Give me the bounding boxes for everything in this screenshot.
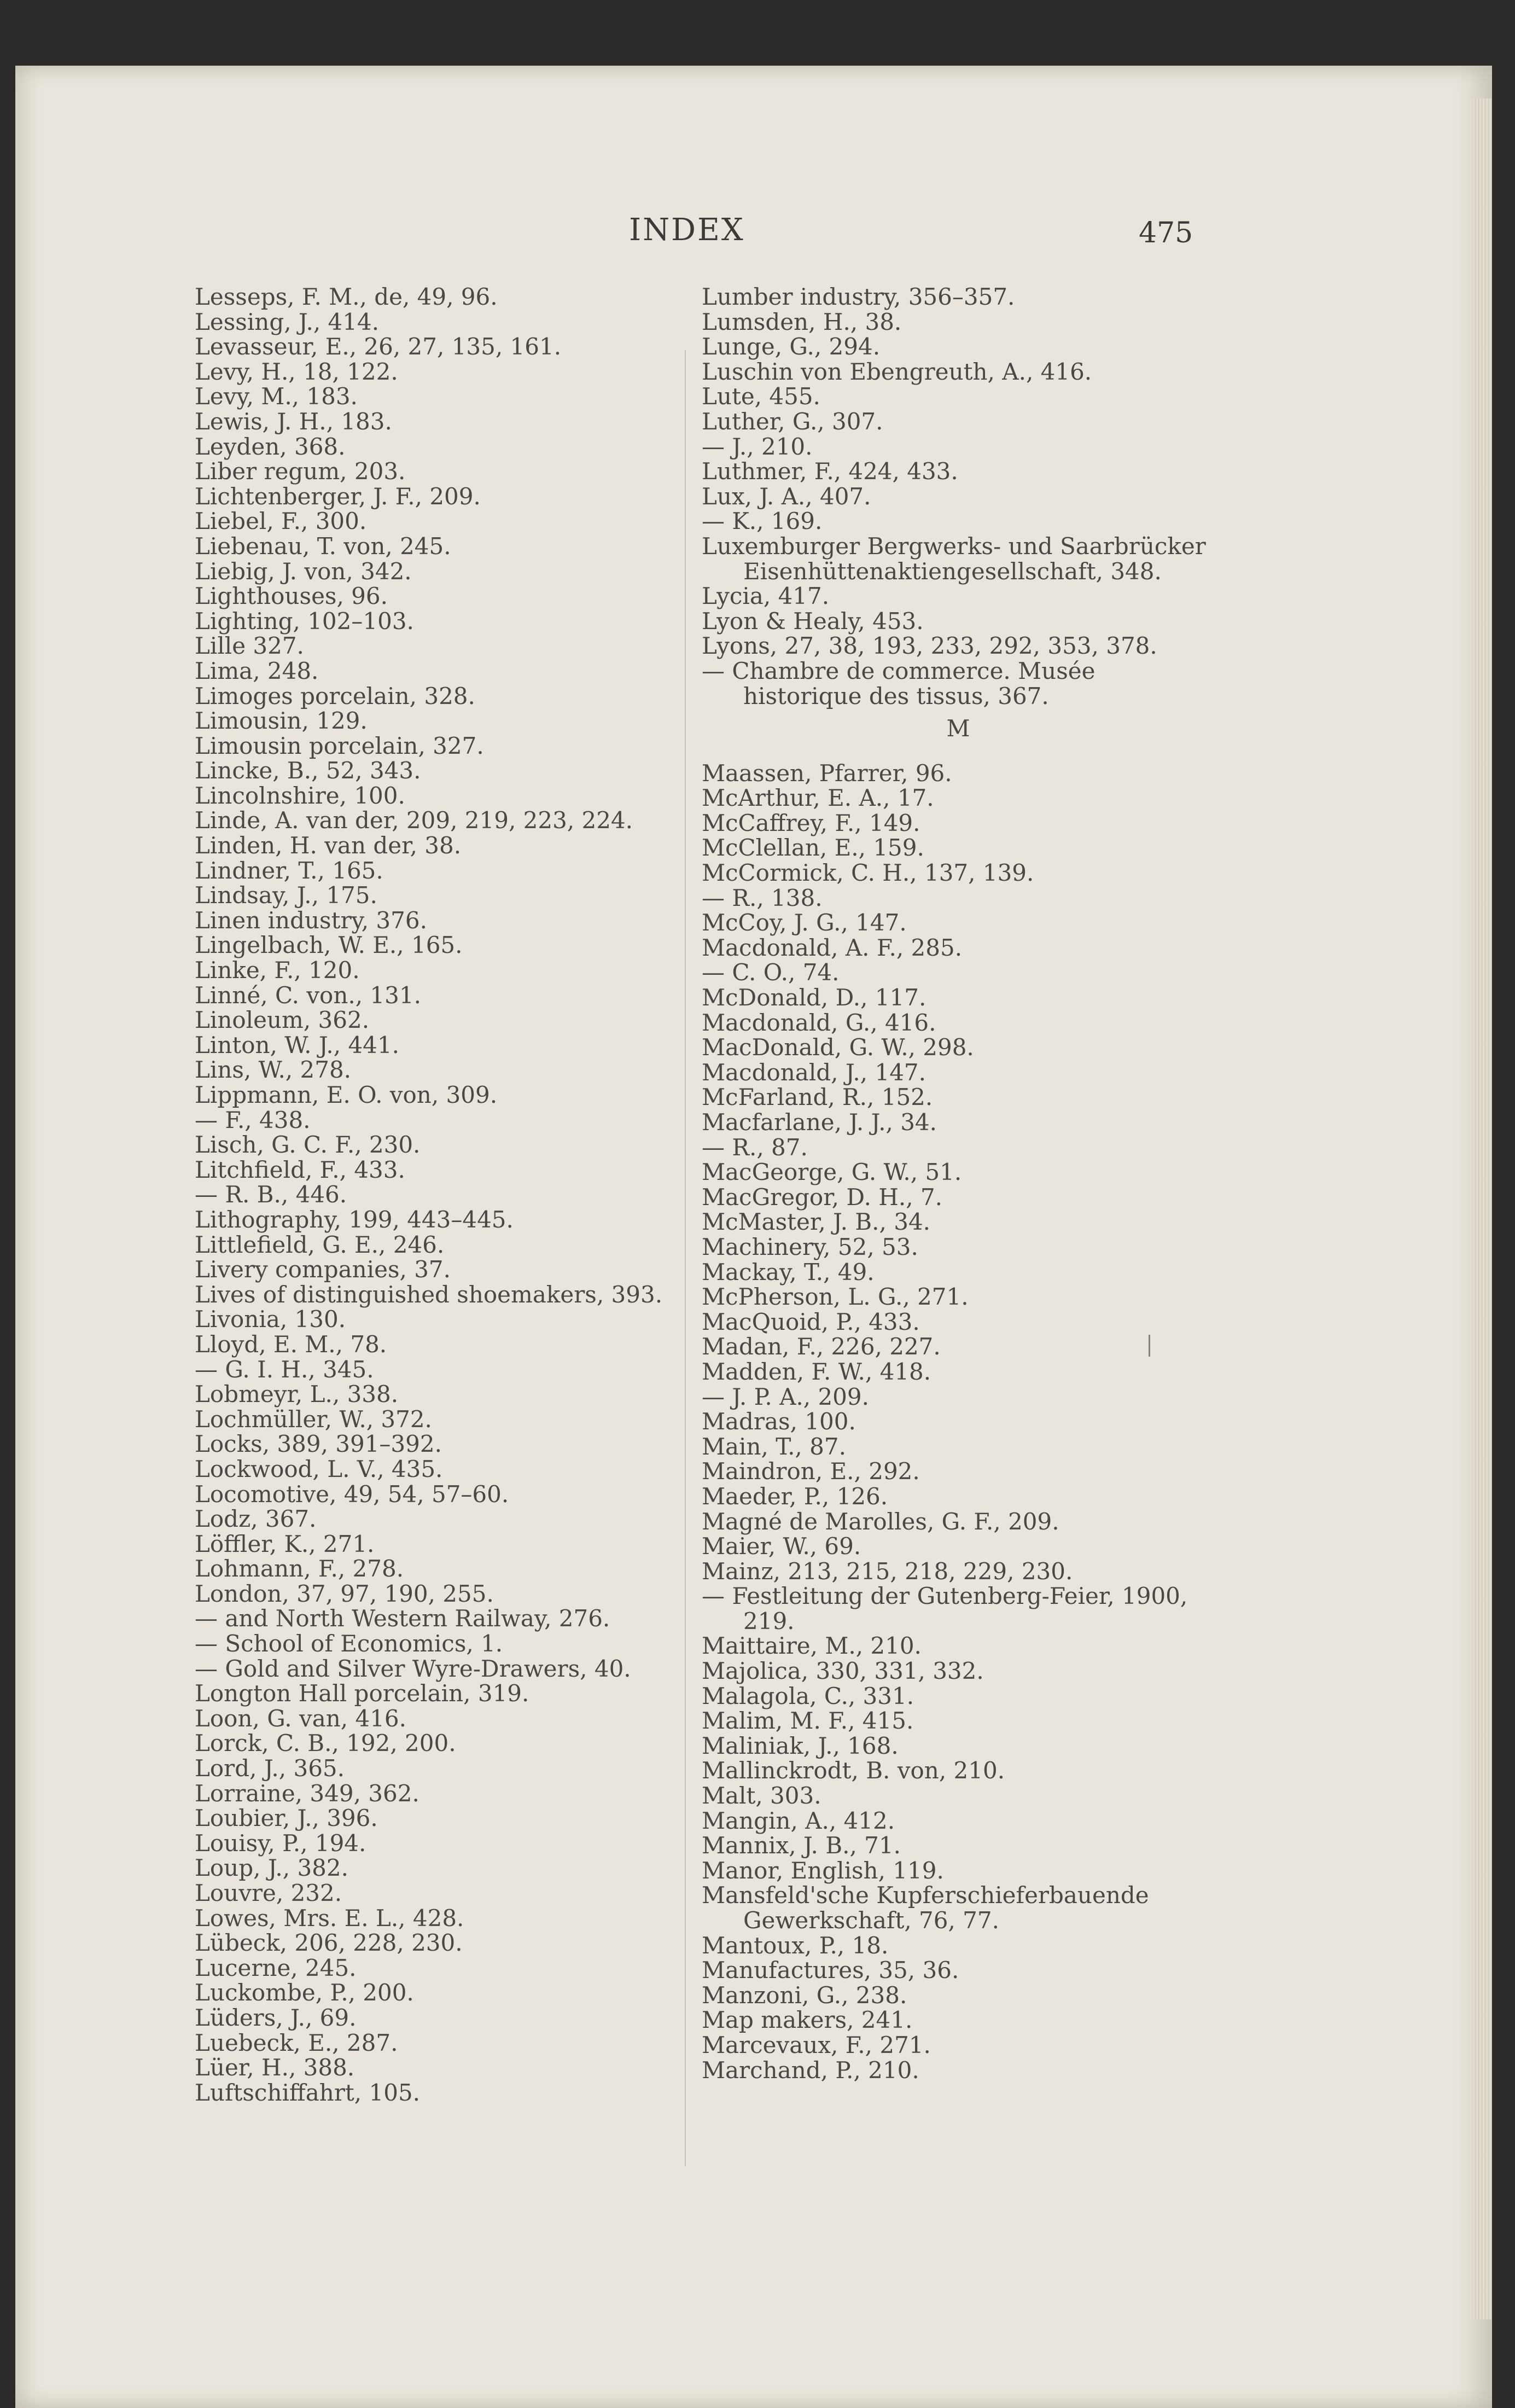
index-entry: Lorck, C. B., 192, 200.	[195, 1730, 456, 1757]
index-entry: Maindron, E., 292.	[702, 1458, 920, 1485]
index-entry: McCormick, C. H., 137, 139.	[702, 859, 1034, 887]
index-entry: Littlefield, G. E., 246.	[195, 1231, 445, 1258]
index-entry: McCoy, J. G., 147.	[702, 909, 907, 937]
index-entry: Lochmüller, W., 372.	[195, 1405, 432, 1433]
index-entry: — R. B., 446.	[195, 1181, 347, 1208]
index-entry: Main, T., 87.	[702, 1433, 846, 1460]
index-entry: Lima, 248.	[195, 657, 319, 684]
index-entry: Lockwood, L. V., 435.	[195, 1455, 443, 1482]
index-entry: Louisy, P., 194.	[195, 1829, 366, 1857]
index-entry: McFarland, R., 152.	[702, 1084, 933, 1111]
index-entry: Majolica, 330, 331, 332.	[702, 1657, 984, 1685]
index-entry: Lüer, H., 388.	[195, 2054, 355, 2081]
index-entry: Livonia, 130.	[195, 1306, 346, 1333]
index-entry: Lessing, J., 414.	[195, 308, 380, 335]
index-entry: Loon, G. van, 416.	[195, 1705, 407, 1732]
index-entry: — K., 169.	[702, 508, 823, 535]
index-entry: Lyon & Healy, 453.	[702, 607, 924, 635]
index-entry: Luschin von Ebengreuth, A., 416.	[702, 358, 1092, 385]
index-entry: Map makers, 241.	[702, 2006, 913, 2034]
index-entry: Limousin, 129.	[195, 707, 368, 735]
index-entry: Lins, W., 278.	[195, 1056, 352, 1084]
index-entry: Lives of distinguished shoemakers, 393.	[195, 1281, 663, 1308]
index-entry: Linde, A. van der, 209, 219, 223, 224.	[195, 807, 633, 834]
index-entry: Linné, C. von., 131.	[195, 981, 421, 1009]
index-entry: Lisch, G. C. F., 230.	[195, 1131, 421, 1159]
index-entry: Linoleum, 362.	[195, 1007, 370, 1034]
index-entry: Loubier, J., 396.	[195, 1805, 378, 1832]
index-entry: Maeder, P., 126.	[702, 1482, 888, 1510]
index-entry: Lunge, G., 294.	[702, 333, 881, 360]
index-entry: McMaster, J. B., 34.	[702, 1208, 931, 1236]
index-entry: Lincolnshire, 100.	[195, 782, 405, 809]
index-entry: McArthur, E. A., 17.	[702, 784, 934, 812]
index-entry: — and North Western Railway, 276.	[195, 1605, 610, 1632]
index-entry: Lucerne, 245.	[195, 1954, 357, 1981]
index-entry: Levy, M., 183.	[195, 383, 358, 410]
index-entry: Lodz, 367.	[195, 1505, 317, 1533]
index-entry: Lohmann, F., 278.	[195, 1555, 404, 1583]
index-entry: Luftschiffahrt, 105.	[195, 2079, 421, 2106]
index-entry: Mainz, 213, 215, 218, 229, 230.	[702, 1557, 1073, 1585]
index-entry: — R., 87.	[702, 1133, 808, 1161]
index-entry: Loup, J., 382.	[195, 1854, 348, 1882]
index-entry: McCaffrey, F., 149.	[702, 809, 920, 836]
index-entry: Macdonald, A. F., 285.	[702, 934, 963, 961]
index-entry: — Gold and Silver Wyre-Drawers, 40.	[195, 1655, 631, 1682]
column-divider	[685, 350, 686, 2166]
index-entry: Malt, 303.	[702, 1782, 821, 1810]
index-entry: Marchand, P., 210.	[702, 2056, 919, 2084]
page-title: INDEX	[629, 212, 745, 248]
index-entry: MacQuoid, P., 433.	[702, 1308, 920, 1335]
index-entry: Luther, G., 307.	[702, 408, 883, 435]
index-entry: Lingelbach, W. E., 165.	[195, 932, 463, 959]
index-entry: Macfarlane, J. J., 34.	[702, 1109, 937, 1136]
index-entry: Linen industry, 376.	[195, 906, 427, 934]
index-entry: Maier, W., 69.	[702, 1533, 861, 1560]
index-entry: Leyden, 368.	[195, 433, 346, 460]
section-letter: M	[946, 715, 971, 742]
index-entry: Liber regum, 203.	[195, 458, 406, 485]
index-entry: Lighthouses, 96.	[195, 583, 388, 610]
index-entry: Luebeck, E., 287.	[195, 2029, 398, 2056]
index-entry: McClellan, E., 159.	[702, 834, 924, 862]
index-entry: Mallinckrodt, B. von, 210.	[702, 1757, 1005, 1784]
index-entry: Lewis, J. H., 183.	[195, 408, 392, 435]
index-entry: Lithography, 199, 443–445.	[195, 1206, 514, 1233]
index-entry: Luxemburger Bergwerks- und Saarbrücker Eisenhüttenaktiengesellschaft, 348.	[702, 532, 1206, 585]
index-entry: Maliniak, J., 168.	[702, 1732, 899, 1759]
index-entry: Locomotive, 49, 54, 57–60.	[195, 1480, 509, 1508]
index-entry: Levy, H., 18, 122.	[195, 358, 398, 385]
index-entry: — Chambre de commerce. Musée historique des tissus, 367.	[702, 657, 1096, 709]
index-entry: Madan, F., 226, 227.	[702, 1333, 941, 1360]
index-entry: Madras, 100.	[702, 1408, 856, 1435]
index-entry: Lord, J., 365.	[195, 1755, 345, 1782]
index-entry: Lübeck, 206, 228, 230.	[195, 1929, 463, 1957]
index-entry: — G. I. H., 345.	[195, 1356, 374, 1383]
index-entry: Liebenau, T. von, 245.	[195, 532, 451, 560]
index-entry: Lindsay, J., 175.	[195, 882, 377, 909]
index-entry: MacGregor, D. H., 7.	[702, 1183, 943, 1211]
index-entry: Louvre, 232.	[195, 1880, 342, 1906]
index-entry: — J., 210.	[702, 433, 813, 460]
index-entry: Limousin porcelain, 327.	[195, 732, 484, 759]
index-entry: Macdonald, G., 416.	[702, 1009, 936, 1036]
index-entry: Mangin, A., 412.	[702, 1807, 895, 1834]
index-entry: Löffler, K., 271.	[195, 1530, 375, 1557]
index-entry: Lumber industry, 356–357.	[702, 283, 1015, 310]
index-entry: Levasseur, E., 26, 27, 135, 161.	[195, 333, 562, 360]
index-entry: — J. P. A., 209.	[702, 1383, 869, 1410]
index-entry: Linden, H. van der, 38.	[195, 832, 462, 859]
index-entry: Mannix, J. B., 71.	[702, 1832, 901, 1859]
index-entry: Linton, W. J., 441.	[195, 1031, 399, 1058]
index-entry: Manor, English, 119.	[702, 1857, 944, 1884]
index-entry: Lighting, 102–103.	[195, 607, 414, 635]
index-entry: Lyons, 27, 38, 193, 233, 292, 353, 378.	[702, 632, 1157, 660]
index-entry: Luckombe, P., 200.	[195, 1979, 414, 2006]
index-entry: Longton Hall porcelain, 319.	[195, 1680, 529, 1707]
page-edge	[1472, 98, 1492, 2319]
index-entry: Limoges porcelain, 328.	[195, 682, 475, 709]
index-entry: Lippmann, E. O. von, 309.	[195, 1081, 498, 1108]
index-entry: Lobmeyr, L., 338.	[195, 1381, 399, 1408]
index-entry: Litchfield, F., 433.	[195, 1156, 405, 1183]
index-entry: MacDonald, G. W., 298.	[702, 1034, 974, 1061]
index-entry: London, 37, 97, 190, 255.	[195, 1580, 494, 1607]
index-entry: Lille 327.	[195, 632, 304, 660]
index-entry: Marcevaux, F., 271.	[702, 2031, 931, 2058]
index-entry: Lloyd, E. M., 78.	[195, 1330, 387, 1358]
index-entry: Liebig, J. von, 342.	[195, 557, 412, 585]
right-index-column	[702, 284, 1216, 2083]
index-entry: Lowes, Mrs. E. L., 428.	[195, 1904, 464, 1932]
index-entry: Lichtenberger, J. F., 209.	[195, 482, 481, 510]
index-entry: Manzoni, G., 238.	[702, 1981, 907, 2009]
index-entry: — Festleitung der Gutenberg-Feier, 1900, 219.	[702, 1583, 1188, 1635]
index-entry: Manufactures, 35, 36.	[702, 1957, 959, 1984]
index-entry: Lincke, B., 52, 343.	[195, 757, 421, 784]
index-entry: Luthmer, F., 424, 433.	[702, 458, 958, 485]
index-entry: Malagola, C., 331.	[702, 1682, 914, 1709]
index-entry: Livery companies, 37.	[195, 1256, 451, 1283]
index-entry: Lüders, J., 69.	[195, 2004, 357, 2031]
index-entry: McPherson, L. G., 271.	[702, 1283, 969, 1311]
index-entry: MacGeorge, G. W., 51.	[702, 1159, 962, 1186]
left-index-column	[195, 284, 676, 2105]
index-entry: Madden, F. W., 418.	[702, 1358, 931, 1385]
index-entry: Mansfeld'sche Kupferschieferbauende Gewerkschaft, 76, 77.	[702, 1882, 1149, 1934]
index-entry: Mackay, T., 49.	[702, 1258, 875, 1286]
index-entry: — School of Economics, 1.	[195, 1630, 503, 1657]
index-entry: Lute, 455.	[702, 383, 820, 410]
page-number: 475	[1139, 217, 1193, 249]
index-entry: Machinery, 52, 53.	[702, 1233, 918, 1260]
index-entry: Linke, F., 120.	[195, 957, 360, 984]
index-entry: Lux, J. A., 407.	[702, 482, 871, 510]
index-entry: Liebel, F., 300.	[195, 508, 367, 535]
index-entry: Lumsden, H., 38.	[702, 308, 902, 335]
index-entry: Magné de Marolles, G. F., 209.	[702, 1508, 1059, 1535]
index-entry: Maittaire, M., 210.	[702, 1632, 922, 1660]
index-entry: Macdonald, J., 147.	[702, 1058, 926, 1086]
index-entry: Lorraine, 349, 362.	[195, 1779, 419, 1807]
index-entry: Maassen, Pfarrer, 96.	[702, 759, 952, 787]
index-entry: Locks, 389, 391–392.	[195, 1430, 442, 1458]
index-entry: Mantoux, P., 18.	[702, 1932, 889, 1959]
index-entry: — C. O., 74.	[702, 959, 840, 986]
index-entry: Lesseps, F. M., de, 49, 96.	[195, 283, 498, 310]
index-entry: — R., 138.	[702, 884, 823, 911]
index-entry: Malim, M. F., 415.	[702, 1707, 914, 1735]
index-entry: Lycia, 417.	[702, 583, 830, 610]
index-entry: — F., 438.	[195, 1106, 311, 1133]
index-entry: McDonald, D., 117.	[702, 984, 927, 1011]
index-entry: Lindner, T., 165.	[195, 857, 383, 884]
